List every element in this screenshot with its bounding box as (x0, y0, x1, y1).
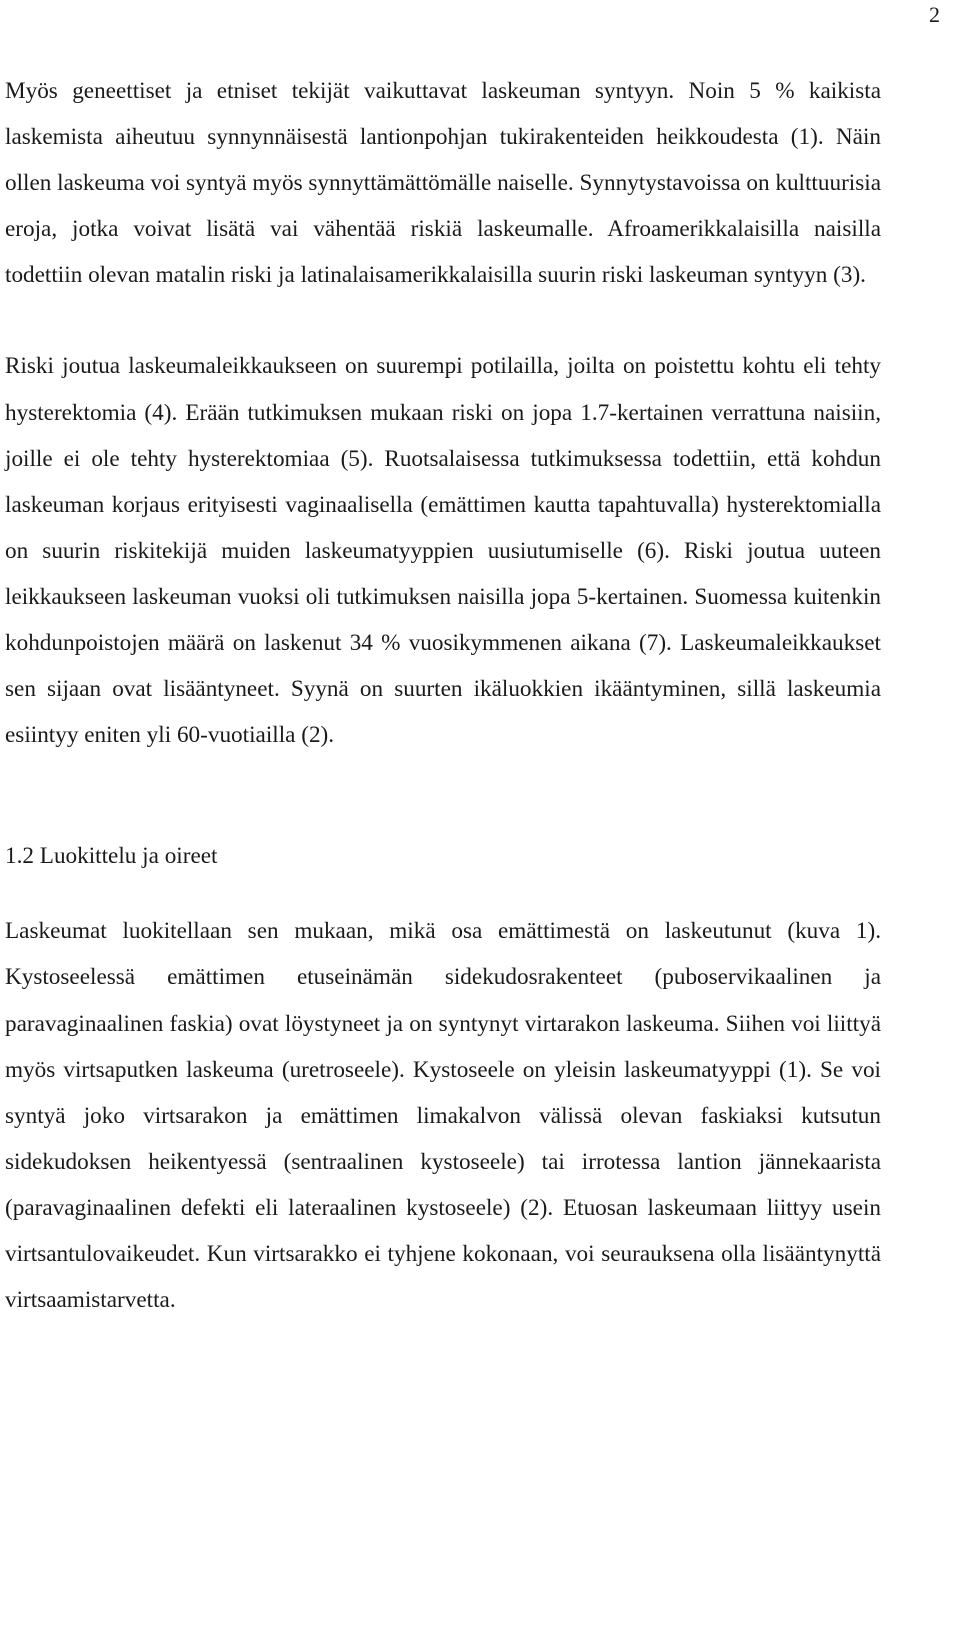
section-heading: 1.2 Luokittelu ja oireet (5, 843, 218, 870)
paragraph-hysterectomy-risk: Riski joutua laskeumaleikkaukseen on suurempi potilailla, joilta on poistettu kohtu eli tehty hysterektomia (4). Erään tutkimuksen mukaan riski on jopa 1.7-kertainen verrattuna naisiin, joille ei ole tehty hysterektomiaa (5). Ruotsalaisessa tutkimuksessa todettiin, että kohdun laskeuman korjaus erityisesti vaginaalisella (emättimen kautta tapahtuvalla) hysterektomialla on suurin riskitekijä muiden laskeumatyyppien uusiutumiselle (6). Riski joutua uuteen leikkaukseen laskeuman vuoksi oli tutkimuksen naisilla jopa 5-kertainen. Suomessa kuitenkin kohdunpoistojen määrä on laskenut 34 % vuosikymmenen aikana (7). Laskeumaleikkaukset sen sijaan ovat lisääntyneet. Syynä on suurten ikäluokkien ikääntyminen, sillä laskeumia esiintyy eniten yli 60-vuotiailla (2). (5, 353, 881, 749)
paragraph-classification: Laskeumat luokitellaan sen mukaan, mikä osa emättimestä on laskeutunut (kuva 1). Kystoseelessä emättimen etuseinämän sidekudosrakenteet (puboservikaalinen ja paravaginaalinen faskia) ovat löystyneet ja on syntynyt virtarakon laskeuma. Siihen voi liittyä myös virtsaputken laskeuma (uretroseele). Kystoseele on yleisin laskeumatyyppi (1). Se voi syntyä joko virtsarakon ja emättimen limakalvon välissä olevan faskiaksi kutsutun sidekudoksen heikentyessä (sentraalinen kystoseele) tai irrotessa lantion jännekaarista (paravaginaalinen defekti eli lateraalinen kystoseele) (2). Etuosan laskeumaan liittyy usein virtsantulovaikeudet. Kun virtsarakko ei tyhjene kokonaan, voi seurauksena olla lisääntynyttä virtsaamistarvetta. (5, 918, 881, 1314)
document-body (5, 68, 881, 1323)
paragraph-genetic-ethnic-factors: Myös geneettiset ja etniset tekijät vaikuttavat laskeuman syntyyn. Noin 5 % kaikista laskemista aiheutuu synnynnäisestä lantionpohjan tukirakenteiden heikkoudesta (1). Näin ollen laskeuma voi syntyä myös synnyttämättömälle naiselle. Synnytystavoissa on kulttuurisia eroja, jotka voivat lisätä vai vähentää riskiä laskeumalle. Afroamerikkalaisilla naisilla todettiin olevan matalin riski ja latinalaisamerikkalaisilla suurin riski laskeuman syntyyn (3). (5, 78, 881, 289)
page-number: 2 (929, 2, 940, 27)
